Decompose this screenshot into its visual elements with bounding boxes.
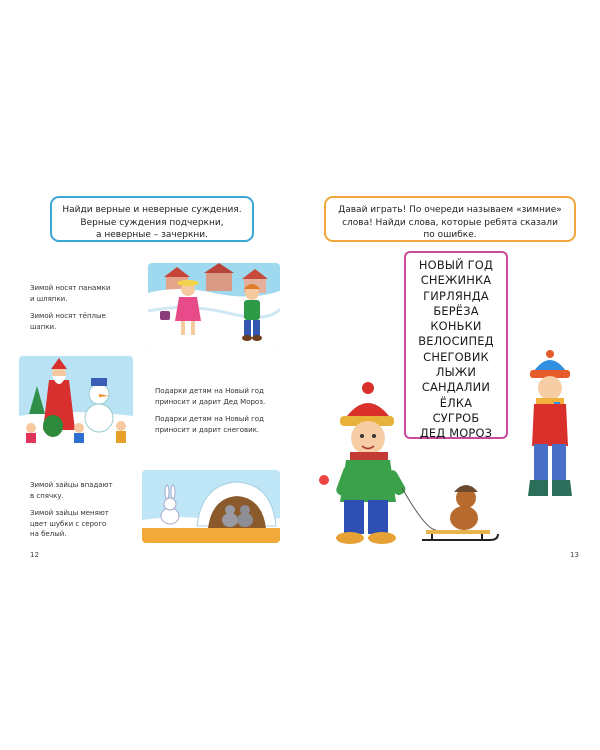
statement-text: Зимой зайцы меняют [30, 509, 109, 517]
left-instruction-line-1: Найди верные и неверные суждения. [62, 205, 242, 215]
word-item[interactable]: САНДАЛИИ [421, 380, 491, 395]
left-page-number: 12 [30, 551, 39, 559]
statement-text: приносит и дарит снеговик. [155, 425, 260, 434]
statement-text: приносит и дарит Дед Мороз. [155, 397, 266, 406]
statement-text: Подарки детям на Новый год [155, 387, 264, 395]
word-item[interactable]: ГИРЛЯНДА [423, 288, 489, 303]
statement-text: в спячку. [30, 491, 64, 500]
word-item[interactable]: ДЕД МОРОЗ [419, 426, 493, 441]
statements-group-1 [30, 283, 110, 332]
word-item[interactable]: ВЕЛОСИПЕД [418, 334, 494, 349]
word-item[interactable]: СУГРОБ [432, 410, 480, 425]
standing-boy-illustration [520, 350, 580, 510]
right-instruction-line-2: слова! Найди слова, которые ребята сказали [342, 217, 558, 228]
summer-hats-picture [148, 263, 280, 349]
left-instruction-line-2: Верные суждения подчеркни, [80, 217, 224, 228]
statement-text: и шляпки. [30, 294, 68, 303]
statement-text: Зимой зайцы впадают [30, 481, 113, 489]
statement-text: Зимой носят тёплые [30, 312, 106, 320]
statements-group-3 [30, 480, 113, 540]
word-item[interactable]: СНЕГОВИК [423, 349, 489, 364]
santa-snowman-picture [19, 356, 133, 444]
statement-text: Зимой носят панамки [30, 284, 111, 292]
word-item[interactable]: НОВЫЙ ГОД [418, 258, 494, 272]
word-item[interactable]: ЁЛКА [439, 395, 473, 410]
statement-text: шапки. [30, 322, 57, 331]
word-item[interactable]: КОНЬКИ [430, 319, 482, 334]
statement-text: цвет шубки с серого [30, 519, 107, 528]
word-item[interactable]: СНЕЖИНКА [420, 273, 492, 288]
right-instruction-line-3: по ошибке. [423, 230, 477, 240]
hares-picture [142, 470, 280, 543]
word-item[interactable]: ЛЫЖИ [435, 365, 477, 380]
statements-group-2 [155, 386, 265, 435]
right-instruction-line-1: Давай играть! По очереди называем «зимние» [338, 205, 562, 215]
boy-with-sled-illustration [306, 380, 506, 555]
right-instruction-box [324, 196, 576, 242]
statement-text: Подарки детям на Новый год [155, 415, 264, 423]
left-instruction-box [50, 196, 254, 242]
word-item[interactable]: БЕРЁЗА [433, 303, 479, 318]
left-instruction-line-3: а неверные – зачеркни. [96, 230, 208, 240]
right-page-number: 13 [570, 551, 579, 559]
statement-text: на белый. [30, 530, 67, 538]
